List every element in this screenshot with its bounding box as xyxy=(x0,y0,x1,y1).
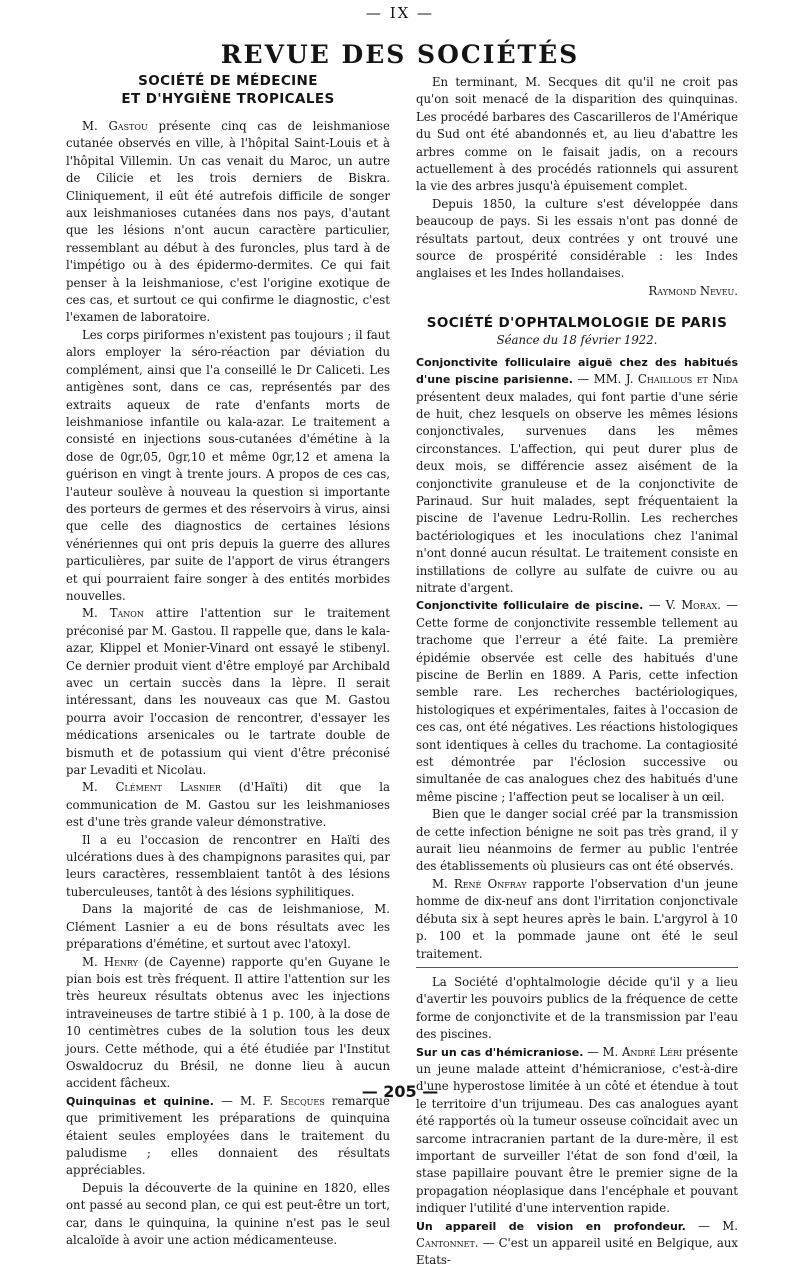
paragraph-text: — C'est un appareil usité en Belgique, aux Etats- xyxy=(416,1236,738,1268)
article-heading: Conjonctivite folliculaire de piscine. xyxy=(416,599,644,613)
article-heading: Un appareil de vision en profondeur. xyxy=(416,1219,686,1233)
paragraph-text: (d'Haïti) dit que la communication de M. Gastou sur les leishmanioses est d'une très grande valeur démonstrative. xyxy=(66,780,390,830)
author-name: — M. Cantonnet. xyxy=(416,1218,738,1250)
article-heading: Quinquinas et quinine. xyxy=(66,1094,214,1108)
paragraph-conjonctivite-piscine xyxy=(416,597,738,806)
roman-page-number: — IX — xyxy=(365,4,435,22)
paragraph-text: présente cinq cas de leishmaniose cutanée observés en ville, à l'hôpital Saint-Louis et à l'hôpital Villemin. Un cas venait du Maroc, un autre de Cilicie et les trois derniers de Biskra. Cliniquement, il eût été autrefois difficile de songer aux leishmanioses cutanées dans nos pays, d'autant que les lésions n'ont aucun caractère particulier, ressemblant au début à des furoncles, plus tard à de l'impétigo ou à des épidermo-dermites. Ce qui fait penser à la leishmaniose, c'est l'origine exotique de ces cas, et surtout ce qui confirme le diagnostic, c'est l'examen de laboratoire. xyxy=(66,119,390,325)
author-name: — V. Morax. xyxy=(643,598,721,613)
section-title-ophtalmologie: SOCIÉTÉ D'OPHTALMOLOGIE DE PARIS xyxy=(426,315,728,332)
author-name: M. Clément Lasnier xyxy=(82,780,221,795)
paragraph-quinquinas xyxy=(66,1093,390,1180)
signature: Raymond Neveu. xyxy=(648,283,738,298)
paragraph-text: rapporte l'observation d'un jeune homme de dix-neuf ans dont l'irritation conjonctivale débuta six à sept heures après le bain. L'argyrol à 10 p. 100 et la pommade jaune ont été le seul traitement. xyxy=(416,876,738,961)
paragraph-onfray xyxy=(416,876,738,963)
author-name: M. Tanon xyxy=(82,606,144,621)
paragraph-text: (de Cayenne) rapporte qu'en Guyane le pian bois est très fréquent. Il attire l'attention sur les très heureux résultats obtenus avec les injections intraveineuses de tartre stibié à 1 p. 100, à la dose de 10 centimètres cubes de la solution tous les deux jours. Cette méthode, qui a été étudiée par l'Institut Oswaldocruz du Brésil, ne donne lieu à aucun accident fâcheux. xyxy=(66,954,390,1091)
paragraph-text: présente un jeune malade atteint d'hémicraniose, c'est-à-dire d'une hyperostose limitée à un côté et étendue à tout le territoire d'un trijumeau. Des cas analogues ayant été rapportés où la tumeur osseuse coïncidait avec un sarcome intracranien partant de la dure-mère, il est important de surveiller l'état de son fond d'œil, la stase papillaire pouvant être le premier signe de la propagation néoplasique dans l'encéphale et pouvant indiquer l'utilité d'une intervention rapide. xyxy=(416,1044,738,1216)
divider xyxy=(416,967,738,968)
article-heading: Sur un cas d'hémicraniose. xyxy=(416,1045,584,1059)
author-name: M. Henry xyxy=(82,954,138,969)
paragraph-tanon xyxy=(66,605,390,779)
paragraph-text: Depuis 1850, la culture s'est développée dans beaucoup de pays. Si les essais n'ont pas donné de résultats partout, deux contrées y ont trouvé une source de prospérité considérable : les Indes anglaises et les Indes hollandaises. xyxy=(416,196,738,281)
paragraph-appareil-vision xyxy=(416,1218,738,1270)
paragraph-depuis-1850 xyxy=(416,196,738,300)
paragraph-quinine-1820: Depuis la découverte de la quinine en 1820, elles ont passé au second plan, ce qui est peut-être un tort, car, dans le quinquina, la quinine n'est pas le seul alcaloïde à avoir une action médicamenteuse. xyxy=(66,1180,390,1247)
author-name: — M. André Léri xyxy=(583,1044,683,1059)
section-title-line-1: SOCIÉTÉ DE MÉDECINE xyxy=(138,73,318,89)
paragraph-conjonctivite-aigue xyxy=(416,354,738,598)
paragraph-majorite: Dans la majorité de cas de leishmaniose, M. Clément Lasnier a eu de bons résultats avec les préparations d'émétine, et surtout avec l'atoxyl. xyxy=(66,902,390,952)
paragraph-text: présentent deux malades, qui font partie d'une série de huit, chez lesquels on observe les mêmes lésions conjonctivales, survenues dans les mêmes circonstances. L'affection, qui peut durer plus de deux mois, se différencie assez aisément de la conjonctivite granuleuse et de la conjonctivite de Parinaud. Sur huit malades, sept fréquentaient la piscine de l'avenue Ledru-Rollin. Les recherches bactériologiques et les inoculations chez l'animal n'ont donné aucun résultat. Le traitement consiste en instillations de collyre au sulfate de cuivre ou au nitrate d'argent. xyxy=(416,389,738,595)
article-heading: Conjonctivite folliculaire aiguë chez des habitués d'une piscine parisienne. xyxy=(416,355,738,387)
left-column xyxy=(66,72,390,1249)
paragraph-danger-social: Bien que le danger social créé par la transmission de cette infection bénigne ne soit pas très grand, il y aurait lieu néanmoins de fermer au public l'entrée des établissements où plusieurs cas ont été observés. xyxy=(416,807,738,874)
paragraph-corps-piriformes: Les corps piriformes n'existent pas toujours ; il faut alors employer la séro-réaction par déviation du complément, ainsi que l'a conseillé le Dr Caliceti. Les antigènes sont, dans ce cas, représentés par des extraits aqueux de rate d'enfants morts de leishmaniose infantile ou kala-azar. Le traitement a consisté en injections sous-cutanées d'émétine à la dose de 0gr,05, 0gr,10 et même 0gr,12 et amena la guérison en vingt à trente jours. A propos de ces cas, l'auteur soulève à nouveau la question si importante des porteurs de germes et des réservoirs à virus, ainsi que celle des diagnostics de certaines lésions vénériennes qui ont pris depuis la guerre des allures particulières, par suite de l'apport de virus étrangers et qui pourraient faire songer à des entités morbides nouvelles. xyxy=(66,327,390,603)
page-number: — 205 — xyxy=(361,1082,439,1101)
paragraph-hemicraniose xyxy=(416,1044,738,1218)
author-name: — MM. J. Chaillous et Nida xyxy=(573,372,738,387)
seance-date: Séance du 18 février 1922. xyxy=(496,333,658,348)
author-name: M. Gastou xyxy=(82,119,148,133)
paragraph-text: attire l'attention sur le traitement préconisé par M. Gastou. Il rappelle que, dans le kala-azar, Klippel et Monier-Vinard ont essayé le stibenyl. Ce dernier produit vient d'être employé par Archibald avec un certain succès dans la lèpre. Il serait intéressant, dans les nouveaux cas que M. Gastou pourra avoir l'occasion de rencontrer, d'essayer les médications arsenicales ou le tartrate double de bismuth et de potassium qui vient d'être préconisé par Levaditi et Nicolau. xyxy=(66,606,390,778)
paragraph-gastou xyxy=(66,118,390,327)
journal-title: REVUE DES SOCIÉTÉS xyxy=(220,40,580,69)
paragraph-societe-decide: La Société d'ophtalmologie décide qu'il y a lieu d'avertir les pouvoirs publics de la fréquence de cette forme de conjonctivite et de la transmission par l'eau des piscines. xyxy=(416,974,738,1042)
paragraph-lasnier xyxy=(66,779,390,831)
paragraph-text: remarque que primitivement les préparations de quinquina étaient seules employées dans le traitement du paludisme ; elles donnaient des résultats appréciables. xyxy=(66,1093,390,1178)
author-name: M. René Onfray xyxy=(432,876,527,891)
section-title-medecine-tropicale xyxy=(66,72,390,108)
author-name: — M. F. Secques xyxy=(213,1093,325,1108)
paragraph-text: — Cette forme de conjonctivite ressemble tellement au trachome que l'erreur a été faite. La première épidémie observée est celle des habitués d'une piscine de Berlin en 1889. A Paris, cette infection semble rare. Les recherches bactériologiques, histologiques et expérimentales, faites à l'occasion de ces cas, ont été négatives. Les réactions histologiques sont identiques à celles du trachome. La contagiosité est démontrée par l'éclosion successive ou simultanée de cas analogues chez des habitués d'une même piscine ; l'affection peut se localiser à un œil. xyxy=(416,598,739,804)
paragraph-haiti: Il a eu l'occasion de rencontrer en Haïti des ulcérations dues à des champignons parasites qui, par leurs caractères, ressemblaient tantôt à des lésions tuberculeuses, tantôt à des lésions syphilitiques. xyxy=(66,832,390,899)
paragraph-henry xyxy=(66,954,390,1093)
paragraph-en-terminant: En terminant, M. Secques dit qu'il ne croit pas qu'on soit menacé de la disparition des quinquinas. Les procédé barbares des Cascarilleros de l'Amérique du Sud ont été abandonnés et, au lieu d'abattre les arbres comme on le faisait jadis, on a recours actuellement à des procédés rationnels qui assurent la vie des arbres jusqu'à épuisement complet. xyxy=(416,75,738,194)
section-title-line-2: ET D'HYGIÈNE TROPICALES xyxy=(121,91,335,107)
